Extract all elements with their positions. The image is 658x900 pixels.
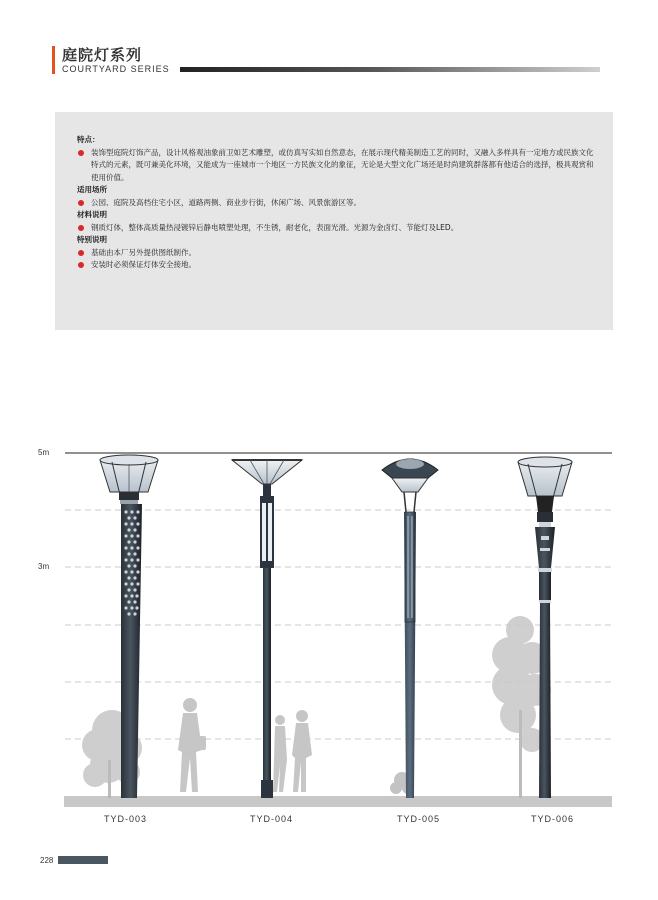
ground-strip — [64, 796, 612, 807]
special-item-2 — [77, 259, 599, 272]
person-silhouette — [178, 698, 206, 792]
features-title: 特点： — [77, 135, 100, 144]
material-text: 钢质灯体，整体高质量热浸镀锌后静电喷塑处理，不生锈，耐老化，表面光滑。光源为金卤灯、节能灯及LED。 — [91, 222, 459, 232]
model-label-tyd-003: TYD-003 — [104, 814, 148, 824]
info-content — [77, 134, 599, 272]
bullet-dot-icon — [78, 250, 84, 256]
bullet-dot-icon — [78, 200, 84, 206]
material-title: 材料说明 — [77, 210, 107, 219]
bullet-dot-icon — [78, 225, 84, 231]
special-text-2: 安装时必须保证灯体安全接地。 — [91, 260, 196, 269]
scope-text: 公园、庭院及高档住宅小区，道路两侧、商业步行街，休闲广场、风景旅游区等。 — [91, 197, 361, 207]
bullet-dot-icon — [78, 150, 84, 156]
lamp-illustration — [0, 440, 658, 810]
scope-title: 适用场所 — [77, 185, 107, 194]
lamp-tyd-004 — [232, 460, 302, 798]
header-accent-bar — [52, 46, 55, 74]
special-title: 特别说明 — [77, 235, 107, 244]
special-text-1: 基础由本厂另外提供图纸制作。 — [91, 247, 196, 257]
material-item — [77, 222, 599, 235]
page-title: 庭院灯系列 — [62, 46, 143, 64]
model-label-tyd-005: TYD-005 — [397, 814, 441, 824]
features-item — [77, 147, 599, 185]
people-group-silhouette — [273, 710, 312, 792]
model-label-tyd-006: TYD-006 — [531, 814, 575, 824]
scale-label-5m: 5m — [38, 448, 50, 457]
model-label-tyd-004: TYD-004 — [250, 814, 294, 824]
page-number: 228 — [40, 856, 54, 865]
special-item-1 — [77, 247, 599, 260]
page-subtitle: COURTYARD SERIES — [62, 64, 170, 74]
info-panel — [55, 112, 613, 330]
header-gradient-line — [180, 67, 600, 72]
scale-label-3m: 3m — [38, 562, 50, 571]
features-text: 装饰型庭院灯饰产品，设计风格观油象前卫如艺术雕塑，或仿真写实如自然意态，在展示现代精美制造工艺的同时，又融入多样具有一定地方或民族文化特式的元素，既可兼美化环境，又能成为一座城市一个地区一方民族文化的象征，无论是大型文化广场还是时尚建筑群落都有他适合的选择，极具观赏和使用价值。 — [91, 147, 594, 182]
bullet-dot-icon — [78, 262, 84, 268]
scope-item — [77, 197, 599, 210]
page-number-bar — [58, 856, 108, 864]
